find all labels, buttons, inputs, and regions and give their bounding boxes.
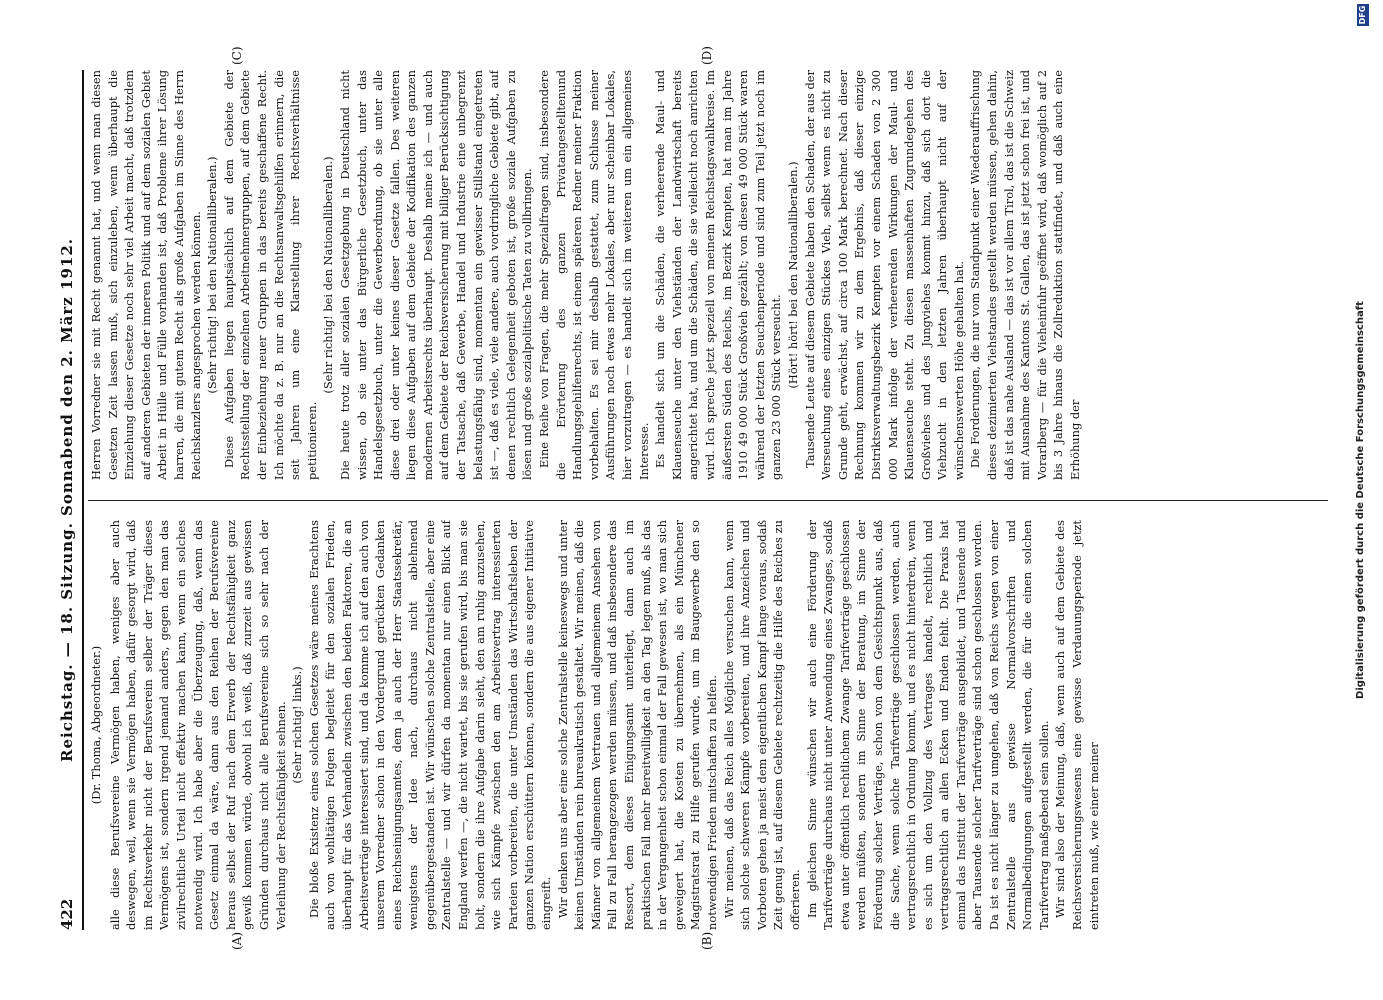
- paragraph: Wir denken uns aber eine solche Zentralstelle keineswegs und unter keinen Umständen rein bureaukratisch gestaltet. Wir meinen, daß die Männer von allgemeinem Vertrauen und allgemeinem Ansehen von Fall zu Fall herangezogen werden müssen, und daß insbesondere das Ressort, dem dieses Einigungsamt unterliegt, dann auch im praktischen Fall mehr Bereitwilligkeit an den Tag legen muß, als das in der Vergangenheit schon einmal der Fall gewesen ist, wo man sich geweigert hat, die Kosten zu übernehmen, als ein Münchener Magistratsrat zu Hilfe gerufen wurde, um im Baugewerbe den so notwendigen Frieden mitschaffen zu helfen.: [555, 520, 719, 930]
- dfg-logo: DFG: [1358, 5, 1367, 25]
- digitization-credit: Digitalisierung gefördert durch die Deutsche Forschungsgemeinschaft: [1355, 301, 1366, 699]
- interjection: (Sehr richtig! links.): [290, 666, 305, 784]
- interjection: (Sehr richtig! bei den Nationalliberalen.): [321, 156, 336, 394]
- paragraph: Diese Aufgaben liegen hauptsächlich auf dem Gebiete der Rechtsstellung der einzelnen Arbeitnehmergruppen, auf dem Gebiete der Einbeziehung neuer Gruppen in das bereits geschaffene Recht. Ich möchte da z. B. nur an die Rechtsanwaltsgehilfen erinnern, die seit Jahren um eine Klarstellung ihrer Rechtsverhältnisse petitionieren.: [221, 70, 319, 480]
- paragraph: Herren Vorredner sie mit Recht genannt hat, und wenn man diesen Gesetzen Zeit lassen muß, sich einzuleben, wenn überhaupt die Einziehung dieser Gesetze noch sehr viel Arbeit macht, daß trotzdem auf anderen Gebieten der inneren Politik und auf dem sozialen Gebiet Arbeit in Hülle und Fülle vorhanden ist, daß Probleme ihrer Lösung harren, die mit gutem Recht als große Aufgaben im Sinne des Herrn Reichskanzlers angesprochen werden können.: [89, 70, 203, 480]
- margin-mark-c: (C): [230, 46, 244, 65]
- paragraph: Die Forderungen, die nur vom Standpunkt einer Wiederauffrischung dieses dezimierten Viehstandes gestellt werden müssen, gehen dahin, daß ist das nahe Ausland — das ist vor allem Tirol, das ist die Schweiz mit Ausnahme des Kantons St. Gallen, das ist jetzt schon frei ist, und Vorarlberg — für die Vieheinfuhr geöffnet wird, daß womöglich auf 2 bis 3 Jahre hinaus die Zollreduktion stattfindet, und daß auch eine Erhöhung der: [968, 70, 1083, 480]
- paragraph: alle diese Berufsvereine Vermögen haben, weniges aber auch deswegen, weil, wenn sie Vermögen haben, dafür gesorgt wird, daß im Rechtsverkehr nicht der Berufsverein selber der Träger dieses Vermögens ist, sondern irgend jemand anders, gegen den man das zivilrechtliche Urteil nicht effektiv machen kann, wenn ein solches notwendig wird. Ich habe aber die Überzeugung, daß, wenn das Gesetz einmal da wäre, dann aus den Reihen der Berufsvereine heraus selbst der Ruf nach dem Erwerb der Rechtsfähigkeit ganz gewiß kommen würde, obwohl ich weiß, daß zurzeit aus gewissen Gründen durchaus nicht alle Berufsvereine sich so sehr nach der Verleihung der Rechtsfähigkeit sehnen.: [107, 520, 288, 930]
- page-number: 422: [58, 898, 76, 930]
- paragraph: Tausende Leute auf diesem Gebiete haben den Schaden, der aus der Verseuchung eines einzigen Stückes Vieh, selbst wenn es nicht zu Grunde geht, erwächst, auf circa 100 Mark berechnet. Nach dieser Rechnung kommen wir zu dem Ergebnis, daß dieser einzige Distriktsverwaltungsbezirk Kempten vor einem Schaden von 2 300 000 Mark infolge der verheerenden Wirkungen der Maul- und Klauenseuche steht. Zu diesen massenhaften Zugrundegehen des Großviehes und des Jungviehes kommt hinzu, daß sich dort die Viehzucht in den letzten Jahren überhaupt nicht auf der wünschenswerten Höhe gehalten hat.: [802, 70, 966, 480]
- interjection: (Sehr richtig! bei den Nationalliberalen.): [205, 156, 220, 394]
- speaker-label: (Dr. Thoma, Abgeordneter.): [89, 645, 103, 805]
- paragraph: Wir meinen, daß das Reich alles Mögliche versuchen kann, wenn sich solche schweren Kämpfe vorbereiten, und ihre Anzeichen und Vorboten gehen ja meist dem eigentlichen Kampf lange voraus, sodaß Zeit genug ist, auf diesem Gebiete rechtzeitig die Hilfe des Reiches zu offerieren.: [721, 520, 802, 930]
- header-rule: [82, 70, 84, 930]
- paragraph: Es handelt sich um die Schäden, die verheerende Maul- und Klauenseuche unter den Viehständen der Landwirtschaft bereits angerichtet hat, und um die Schäden, die sie vielleicht noch anrichten wird. Ich spreche jetzt speziell von meinem Reichstagswahlkreise. Im äußersten Süden des Reichs, im Bezirk Kempten, hat man im Jahre 1910 49 000 Stück Großvieh gezählt; von diesen 49 000 Stück waren während der letzten Seuchenperiode und sind zum Teil jetzt noch im ganzen 23 000 Stück verseucht.: [653, 70, 784, 480]
- paragraph: Im gleichen Sinne wünschen wir auch eine Förderung der Tarifverträge durchaus nicht unter Anwendung eines Zwanges, sodaß etwa unter öffentlich rechtlichem Zwange Tarifverträge geschlossen werden müßten, sondern im Sinne der Beratung, im Sinne der Förderung solcher Verträge, schon von dem Gesichtspunkt aus, daß die Sache, wenn solche Tarifverträge geschlossen werden, auch vertragsrechtlich in Ordnung kommt, und es nicht hinterdrein, wenn es sich um den Vollzug des Vertrages handelt, rechtlich und vertragsrechtlich an allen Ecken und Enden fehlt. Die Praxis hat einmal das Institut der Tarifverträge ausgebildet, und Tausende und aber Tausende solcher Tarifverträge sind schon geschlossen worden. Da ist es nicht länger zu umgehen, daß von Reichs wegen von einer Zentralstelle aus gewisse Normalvorschriften und Normalbedingungen aufgestellt werden, die für die einen solchen Tarifvertrag maßgebend sein sollen.: [804, 520, 1051, 930]
- column-divider: [88, 500, 1328, 501]
- right-column: [88, 70, 1328, 480]
- margin-mark-a: (A): [230, 931, 244, 950]
- interjection: (Hört! hört! bei den Nationalliberalen.): [785, 161, 800, 389]
- paragraph: Eine Reihe von Fragen, die mehr Spezialfragen sind, insbesondere die Erörterung des ganzen Privatangestelltenund Handlungsgehilfenrechts, ist einem späteren Redner meiner Fraktion vorbehalten. Es sei mir deshalb gestattet, zum Schlusse meiner Ausführungen noch etwas mehr Lokales, aber nur scheinbar Lokales, hier vorzutragen — es handelt sich im weiteren um ein allgemeines Interesse.: [537, 70, 651, 480]
- page-header: [58, 70, 80, 930]
- left-column: [88, 520, 1328, 930]
- margin-mark-b: (B): [700, 931, 714, 950]
- paragraph: Die heute trotz aller sozialen Gesetzgebung in Deutschland nicht wissen, ob sie unter das Bürgerliche Gesetzbuch, unter das Handelsgesetzbuch, unter die Gewerbeordnung, ob sie unter alle diese drei oder unter keines dieser Gesetze fallen. Des weiteren liegen diese Aufgaben auf dem Gebiete der Kodifikation des ganzen modernen Arbeitsrechts überhaupt. Deshalb meine ich — und auch auf dem Gebiete der Reichsversicherung mit billiger Berücksichtigung der Tatsache, daß Gewerbe, Handel und Industrie eine unbegrenzt belastungsfähig sind, momentan ein gewisser Stillstand eingetreten ist —, daß es viele, viele andere, auch vordringliche Gebiete gibt, auf denen rechtlich Gelegenheit geboten ist, große soziale Aufgaben zu lösen und große sozialpolitische Taten zu vollbringen.: [337, 70, 535, 480]
- paragraph: Wir sind also der Meinung, daß, wenn auch auf dem Gebiete des Reichsversicherungswesens eine gewisse Verdauungsperiode jetzt eintreten muß, wie einer meiner: [1053, 520, 1101, 930]
- paragraph: Die bloße Existenz eines solchen Gesetzes wäre meines Erachtens auch von wohltätigen Folgen begleitet für den sozialen Frieden, überhaupt für das Verhandeln zwischen den beiden Faktoren, die an Arbeitsverträge interessiert sind, und da komme ich auf den auch von unserem Vorredner schon in den Vordergrund gerückten Gedanken eines Reichseinigungsamtes, dem ja auch der Herr Staatssekretär, wenigstens der Idee nach, durchaus nicht ablehnend gegenübergestanden ist. Wir wünschen solche Zentralstelle, aber eine Zentralstelle — und wir dürfen da momentan nur einen Blick auf England werfen —, die nicht wartet, bis sie gerufen wird, bis man sie holt, sondern die ihre Aufgabe darin sieht, den am ruhig anzusehen, wie sich Kämpfe zwischen den am Arbeitsvertrag interessierten Parteien vorbereiten, die unter Umständen das Wirtschaftsleben der ganzen Nation erschüttern können, sondern die aus eigener Initiative eingreift.: [306, 520, 554, 930]
- page-title: Reichstag. — 18. Sitzung. Sonnabend den 2. März 1912.: [58, 237, 76, 763]
- margin-mark-d: (D): [700, 46, 714, 65]
